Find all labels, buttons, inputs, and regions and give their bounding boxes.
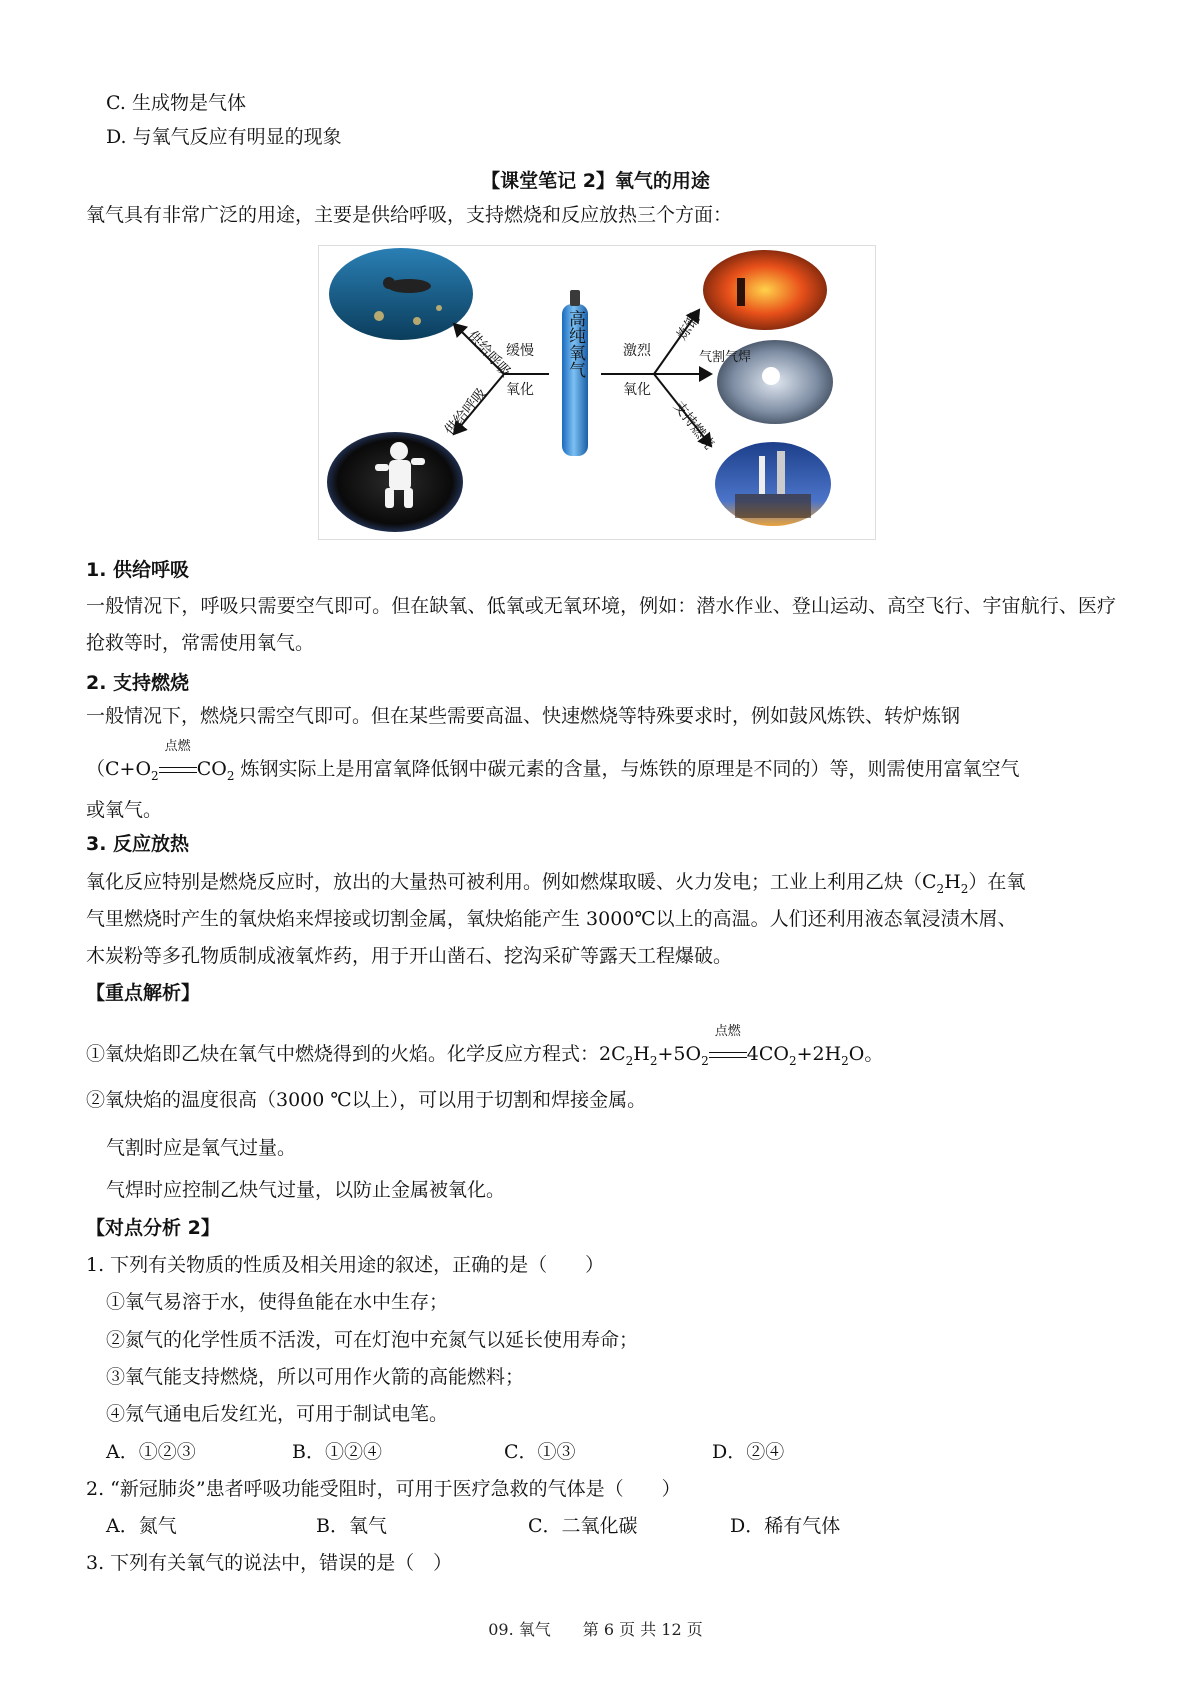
page-footer: 09. 氧气 第 6 页 共 12 页 [488,1620,703,1639]
intense-oxidation-label: 氧化 [623,382,651,398]
q1-option-b[interactable]: B．①②④ [292,1441,382,1463]
s3-line1: 氧化反应特别是燃烧反应时，放出的大量热可被利用。例如燃煤取暖、火力发电；工业上利用乙炔$(C_2H_2)$在氧 [86,871,1026,896]
q1-option-d[interactable]: D．②④ [712,1441,785,1463]
s1-text: 一般情况下，呼吸只需要空气即可。但在缺氧、低氧或无氧环境，例如：潜水作业、登山运动、高空飞行、宇宙航行、医疗抢救等时，常需使用氧气。 [86,595,1116,654]
q1-option-c[interactable]: C．①③ [504,1441,576,1463]
keypoint-1: ①氧炔焰即乙炔在氧气中燃烧得到的火焰。化学反应方程式：$2C_2H_2+5O_2$ 点燃 $4CO_2+2H_2O$。 [86,1024,884,1068]
oxygen-uses-diagram [318,245,876,540]
q2-option-b[interactable]: B．氧气 [316,1515,387,1537]
practice-heading: 【对点分析 2】 [86,1217,220,1239]
q1-options [106,1439,1006,1465]
option-d: D. 与氧气反应有明显的现象 [106,126,342,148]
q1-statement-2: ②氮气的化学性质不活泼，可在灯泡中充氮气以延长使用寿命； [106,1329,639,1351]
s1-heading: 1. 供给呼吸 [86,559,190,581]
question-2: 2. “新冠肺炎”患者呼吸功能受阻时，可用于医疗急救的气体是（ ） [86,1478,681,1500]
keypoint-3: 气割时应是氧气过量。 [106,1137,297,1159]
slow-label: 缓慢 [506,343,534,359]
s2-heading: 2. 支持燃烧 [86,672,190,694]
slow-oxidation-label: 氧化 [506,382,534,398]
keypoint-2: ②氧炔焰的温度很高（3000 ℃以上），可以用于切割和焊接金属。 [86,1089,647,1111]
s3-heading: 3. 反应放热 [86,833,190,855]
s2-line2: （$C+O_2$ 点燃 $CO_2$ 炼钢实际上是用富氧降低钢中碳元素的含量，与炼铁的原理是不同的）等，则需使用富氧空气 [86,739,1020,783]
s2-line1: 一般情况下，燃烧只需空气即可。但在某些需要高温、快速燃烧等特殊要求时，例如鼓风炼铁、转炉炼钢 [86,705,961,727]
q1-statement-4: ④氖气通电后发红光，可用于制试电笔。 [106,1403,449,1425]
s3-line2: 气里燃烧时产生的氧炔焰来焊接或切割金属，氧炔焰能产生 3000℃以上的高温。人们还利用液态氧浸渍木屑、 [86,908,1017,930]
branch-respiration-1: 供给呼吸 [464,327,514,381]
branch-cutting-welding: 气割气焊 [699,350,752,365]
diving-photo [329,248,473,340]
eq-condition-2: 点燃 [714,1024,741,1039]
keypoint-4: 气焊时应控制乙炔气过量，以防止金属被氧化。 [106,1179,506,1201]
q2-option-a[interactable]: A．氮气 [106,1515,177,1537]
keypoints-heading: 【重点解析】 [86,982,201,1004]
question-3: 3. 下列有关氧气的说法中，错误的是（ ） [86,1552,453,1574]
question-1: 1. 下列有关物质的性质及相关用途的叙述，正确的是（ ） [86,1254,605,1276]
s2-line3: 或氧气。 [86,799,163,821]
branch-combustion: 支持燃烧 [669,398,717,453]
s3-line3: 木炭粉等多孔物质制成液氧炸药，用于开山凿石、挖沟采矿等露天工程爆破。 [86,945,733,967]
intense-label: 激烈 [623,343,651,359]
q1-option-a[interactable]: A．①②③ [106,1441,196,1463]
steelmaking-photo [703,250,827,330]
branch-steelmaking: 炼钢 [674,311,704,344]
q1-statement-3: ③氧气能支持燃烧，所以可用作火箭的高能燃料； [106,1366,525,1388]
q2-option-d[interactable]: D．稀有气体 [730,1515,841,1537]
cylinder-label: 高纯氧气 [565,310,585,378]
section-title: 【课堂笔记 2】氧气的用途 [481,170,710,192]
q2-option-c[interactable]: C．二氧化碳 [528,1515,638,1537]
q2-options [106,1513,1006,1539]
eq-condition: 点燃 [164,739,191,754]
option-c: C. 生成物是气体 [106,92,246,114]
intro-text: 氧气具有非常广泛的用途，主要是供给呼吸，支持燃烧和反应放热三个方面： [86,204,733,226]
branch-respiration-2: 供给呼吸 [441,385,491,439]
q1-statement-1: ①氧气易溶于水，使得鱼能在水中生存； [106,1291,449,1313]
